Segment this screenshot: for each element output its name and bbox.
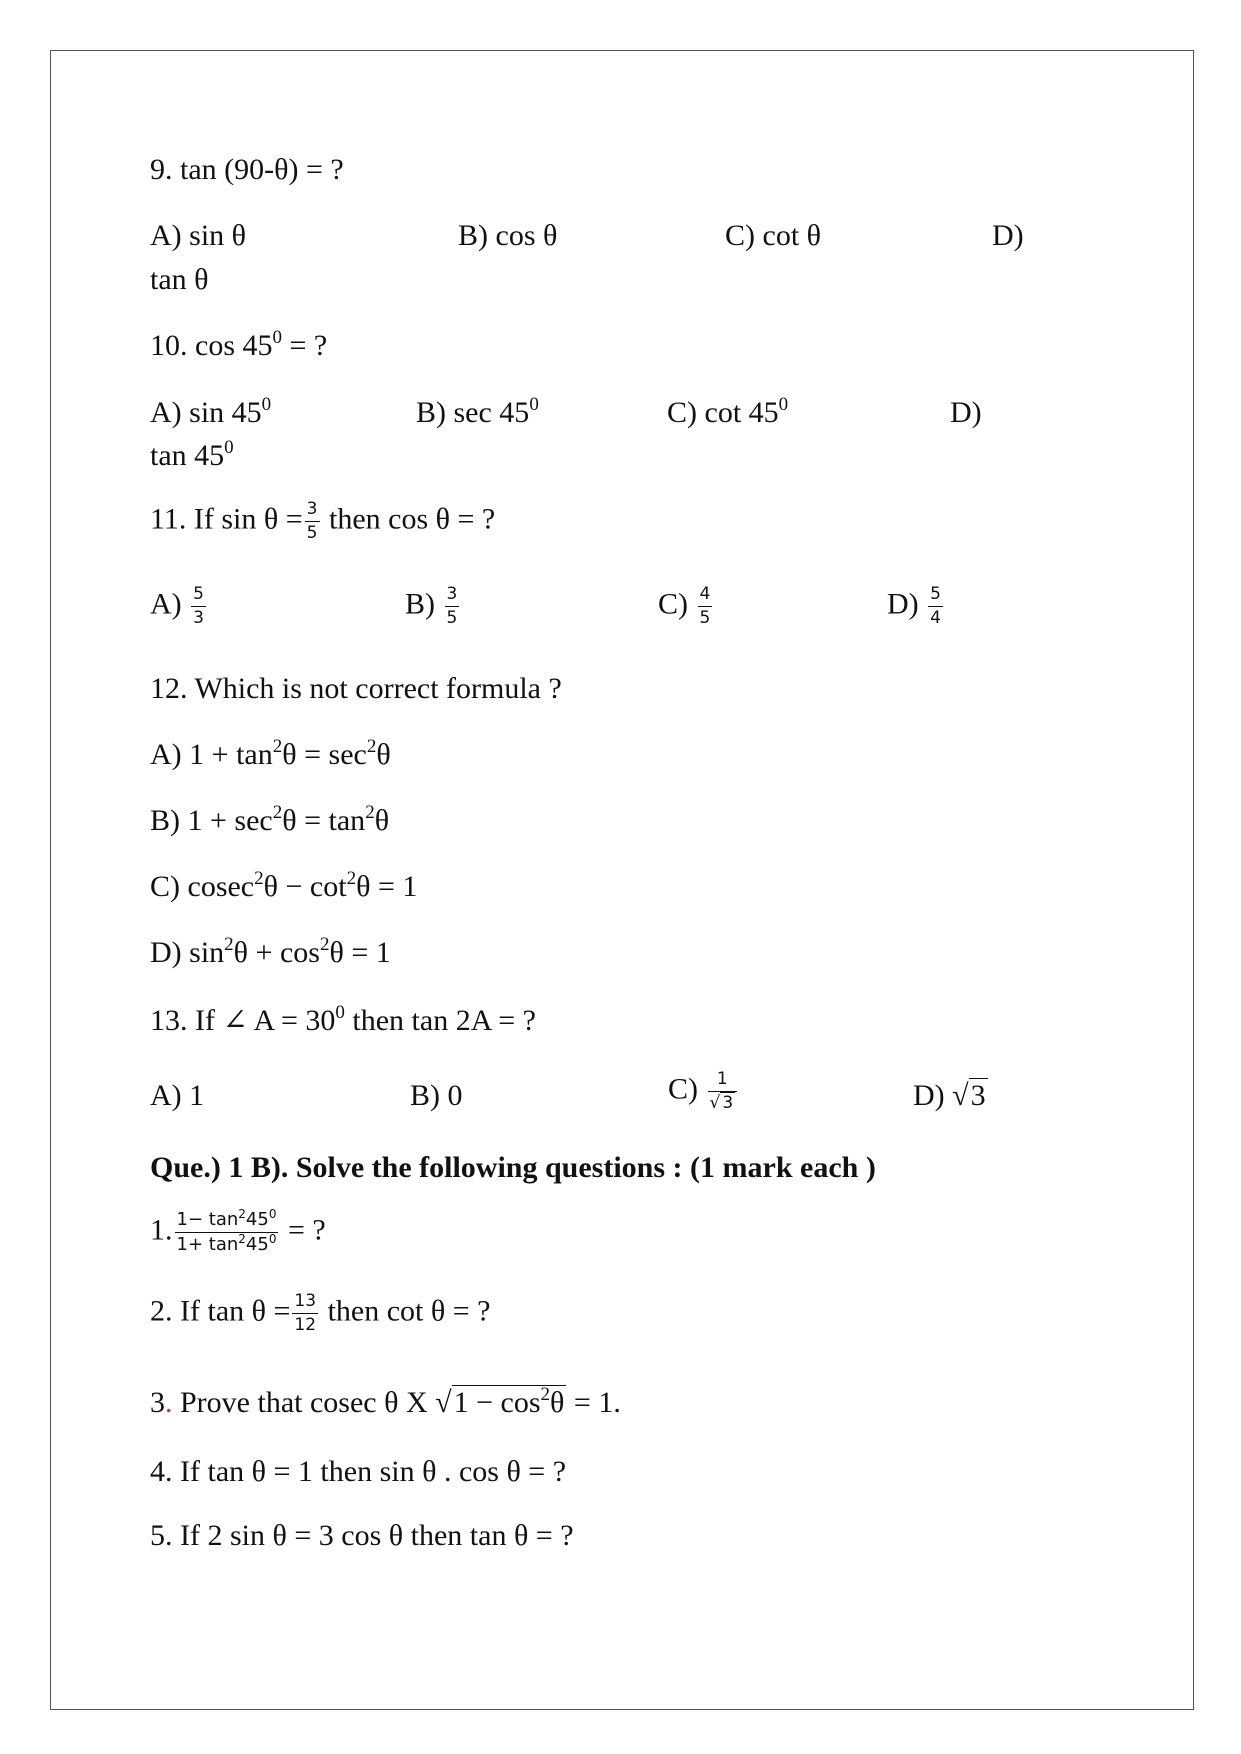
q9-option-d-label: D) [992,219,1024,252]
q11-fraction: $\frac{3}{5}$ [306,499,318,543]
q11-option-c: C) $\frac{4}{5}$ [658,584,711,628]
s3-question: 3. Prove that cosec θ X $√1 - \cos^2\theta = 1$. [150,1384,621,1419]
q12-option-a: A) $1 + \tan^2\theta = \sec^2\theta$ [150,736,391,771]
q12-option-c: C) $cosec^2\theta - \cot^2\theta = 1$ [150,868,418,903]
q9-option-d-value: tan θ [150,263,209,296]
q13-option-a: A) 1 [150,1079,205,1112]
q11-option-b: B) $\frac{3}{5}$ [405,584,458,628]
s5-question: 5. If 2 sin θ = 3 cos θ then tan θ = ? [150,1519,574,1552]
q12-question: 12. Which is not correct formula ? [150,672,562,705]
q13-option-b: B) 0 [410,1079,463,1112]
q11-option-d: D) $\frac{5}{4}$ [887,584,941,628]
q10-option-d-label: D) [950,396,982,429]
q9-question: 9. tan (90-θ) = ? [150,153,344,186]
s1-question: 1. $\frac{1- \tan^245^0}{1+ \tan^245^0}$ = ? [150,1207,326,1255]
s4-question: 4. If tan θ = 1 then sin θ . cos θ = ? [150,1455,567,1488]
q13-question: 13. If ∠ $A = 30^0$ then tan 2A = ? [150,1002,536,1037]
section-heading: Que.) 1 B). Solve the following questions : (1 mark each ) [150,1151,876,1184]
q13-option-c: C) $\frac{1}{√ 3}$ [668,1070,739,1113]
q12-option-d: D) $\sin^2\theta + \cos^2\theta = 1$ [150,934,391,969]
q10-option-d-value: $\tan 45^0$ [150,437,234,472]
q10-option-c: C) $\cot 45^0$ [667,394,789,429]
q10-option-a: A) $\sin 45^0$ [150,394,272,429]
s2-question: 2. If tan θ = $\frac{13}{12}$ then cot θ = ? [150,1291,491,1335]
q10-question: 10. $\cos 45^0$ = ? [150,327,328,362]
q10-option-b: B) $\sec 45^0$ [416,394,539,429]
q13-option-d: D) √3 [913,1079,986,1112]
q11-question: 11. If sin θ = $\frac{3}{5}$ then cos θ = ? [150,499,496,543]
q12-option-b: B) $1 + \sec^2\theta = \tan^2\theta$ [150,802,390,837]
q9-option-a: A) sin θ [150,219,247,252]
q11-option-a: A) $\frac{5}{3}$ [150,584,204,628]
q9-option-b: B) cos θ [458,219,558,252]
q9-option-c: C) cot θ [725,219,822,252]
